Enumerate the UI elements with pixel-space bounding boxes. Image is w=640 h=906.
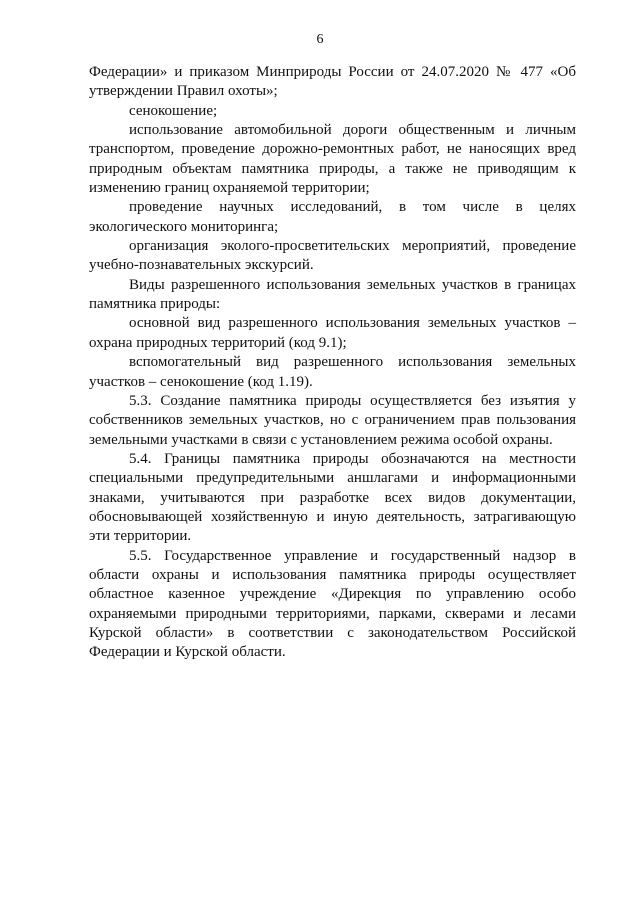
list-item-education: организация эколого-просветительских мероприятий, проведение учебно-познавательных экскурсий.	[89, 238, 576, 274]
list-item-research: проведение научных исследований, в том числе в целях экологического мониторинга;	[89, 199, 576, 235]
clause-5-4: 5.4. Границы памятника природы обозначаются на местности специальными предупредительными аншлагами и информационными знаками, учитываются при разработке всех видов документации, обосновывающей хозяйственную и иную деятельность, затрагивающую эти территории.	[89, 450, 576, 545]
list-item-road-use: использование автомобильной дороги общественным и личным транспортом, проведение дорожно-ремонтных работ, не наносящих вред природным объектам памятника природы, а также не приводящим к изменению границ охраняемой территории;	[89, 122, 576, 197]
clause-5-3: 5.3. Создание памятника природы осуществляется без изъятия у собственников земельных участков, но с ограничением прав пользования земельными участками в связи с установлением режима особой охраны.	[89, 392, 576, 448]
document-body	[89, 63, 576, 663]
list-item-haymaking: сенокошение;	[129, 102, 218, 119]
list-item-main-use: основной вид разрешенного использования земельных участков – охрана природных территорий (код 9.1);	[89, 315, 576, 351]
paragraph-land-use-types: Виды разрешенного использования земельных участков в границах памятника природы:	[89, 276, 576, 313]
list-item-auxiliary-use: вспомогательный вид разрешенного использования земельных участков – сенокошение (код 1.19).	[89, 354, 576, 390]
paragraph-continuation: Федерации» и приказом Минприроды России от 24.07.2020 № 477 «Об утверждении Правил охоты»;	[89, 64, 576, 100]
clause-5-5: 5.5. Государственное управление и государственный надзор в области охраны и использования памятника природы осуществляет областное казенное учреждение «Дирекция по управлению особо охраняемыми природными территориями, парками, скверами и лесами Курской области» в соответствии с законодательством Российской Федерации и Курской области.	[89, 547, 576, 661]
page-number: 6	[316, 32, 324, 47]
